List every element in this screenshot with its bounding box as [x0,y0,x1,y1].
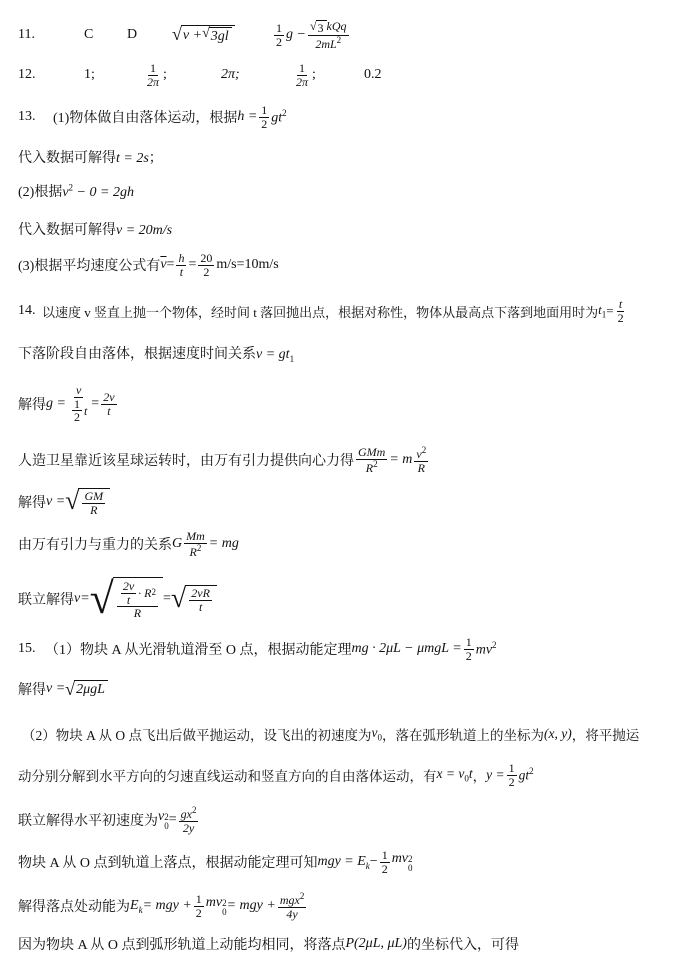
answer-13-result-v [0,218,693,240]
question-number: 13. [18,109,36,124]
answer-14-gravity [0,526,693,562]
text-line: 解得 v = √ 2μgL [18,679,108,699]
text-line: 联立解得 v= √ $\frac{2v}{t}$ · R 2 R = √ $\frac{2vR}{t}$ [18,577,217,621]
text-line: (2)根据$v^2 - 0 = 2gh$ [18,182,134,200]
answer-value: 1; [84,67,95,82]
answer-12 [0,60,693,90]
question-number: 15. [18,641,36,656]
answer-14-fall [0,342,693,364]
text-line: 动分别分解到水平方向的匀速直线运动和竖直方向的自由落体运动，有 $x = v_0t$ ， y = $\frac{1}{2}$ $gt^2$ [18,760,534,789]
answer-value: 2π; [221,67,240,82]
answer-15-decomposition [0,758,693,792]
answer-choice: C [84,27,94,42]
text-line: 人造卫星靠近该星球运转时，由万有引力提供向心力得 $\frac{\text{GMm}}{R^2}$ = m $\frac{v^2}{R}$ [18,444,427,475]
answer-value: 0.2 [364,67,382,82]
answer-15-part1 [0,634,693,664]
answer-15-v [0,676,693,702]
text-line: 因为物块 A 从 O 点到弧形轨道上动能均相同，将落点 P(2μL, μL) 的坐标代入，可得 [18,936,519,953]
answer-15-energy [0,846,693,878]
text-line: 解得 g = v $\frac{1}{2}$ t = $\frac{2v}{t}$ [18,383,115,425]
text-line: 下落阶段自由落体，根据速度时间关系$v = gt_1$ [18,346,295,364]
answer-14-v-result [0,484,693,520]
question-number: 14. [18,303,36,318]
answer-13-result-t [0,146,693,168]
answer-14-g [0,376,693,432]
answer-11 [0,20,693,50]
text-line: （2）物块 A 从 O 点飞出后做平抛运动，设飞出的初速度为 $v_0$ ，落在弧形轨道上的坐标为 (x, y) ，将平抛运 [22,725,640,743]
text-line: 代入数据可解得t = 2s； [18,151,163,166]
text-line: 物块 A 从 O 点到轨道上落点，根据动能定理可知 mgy = $E_k$ − $\frac{1}{2}$ mv 2 0 [18,847,413,876]
answer-14-orbit [0,442,693,478]
text-line: （1）物块 A 从光滑轨道滑至 O 点，根据动能定理 mg · 2μL − μmgL = $\frac{1}{2}$ $mv^2$ [45,634,497,663]
text-line: 代入数据可解得v = 20m/s [18,223,173,238]
answer-13-part2 [0,180,693,202]
answer-15-substitute [0,932,693,956]
answer-13-part3 [0,248,693,282]
text-line: 以速度 v 竖直上抛一个物体，经时间 t 落回抛出点，根据对称性，物体从最高点下落到地面用时为 $t_1$ = $\frac{t}{2}$ [42,296,624,325]
answer-value: $\frac{1}{2\pi}$ ; [147,60,167,89]
answer-value: $\frac{1}{2\pi}$ ; [296,60,316,89]
answer-choice: D [127,27,138,42]
sqrt-expression: √ v + √ 3gl [172,25,235,45]
text-line: 解得 v = √ $\frac{GM}{R}$ [18,488,110,516]
text-line: 解得落点处动能为 $E_k$ = mgy + $\frac{1}{2}$ mv 2 0 = mgy + $\frac{mgx^2}{4y}$ [18,890,305,921]
answer-14-intro [0,294,693,328]
answer-15-part2 [0,722,693,746]
text-line: 联立解得水平初速度为 v 2 0 = $\frac{gx^2}{2y}$ [18,804,197,835]
answer-15-v0 [0,802,693,838]
text-line: (1)物体做自由落体运动，根据 h = $\frac{1}{2}$ $gt^2$ [53,102,287,131]
text-line: 由万有引力与重力的关系 G $\frac{Mm}{R^2}$ = mg [18,528,239,559]
formula: $\frac{1}{2}$ g − √ 3 kQq $2mL^2$ [276,18,347,51]
answer-15-ek [0,888,693,924]
question-number: 11. [18,27,35,42]
answer-14-final [0,568,693,630]
answer-13-part1 [0,102,693,132]
question-number: 12. [18,67,36,82]
text-line: (3)根据平均速度公式有 $\overline{v}$ = $\frac{h}{t}$ = $\frac{20}{2}$ m/s=10m/s [18,250,279,279]
